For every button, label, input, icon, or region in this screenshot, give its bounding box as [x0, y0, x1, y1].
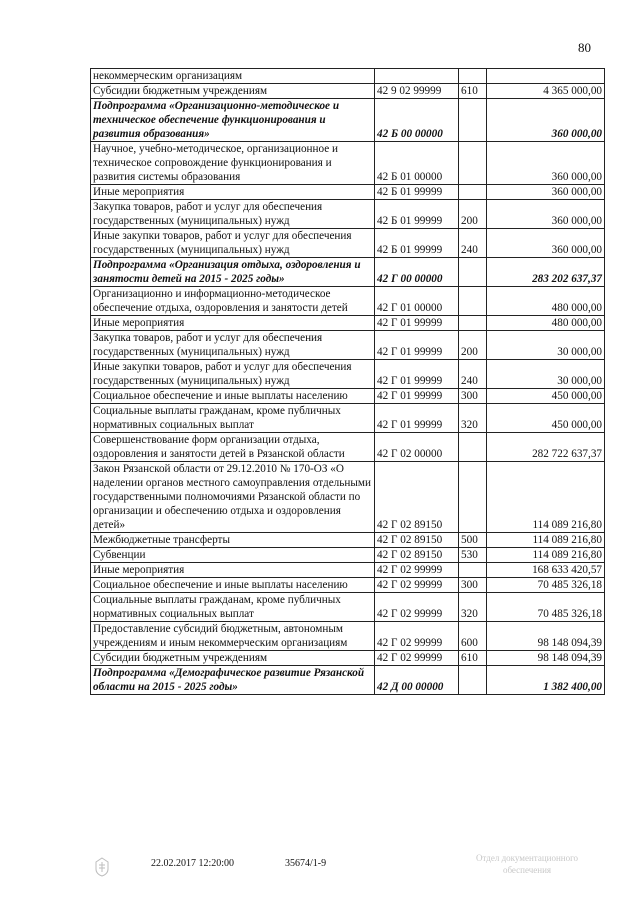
row-name-cell: Закон Рязанской области от 29.12.2010 № 170-ОЗ «О наделении органов местного самоуправления отдельными государственными полномочиями Рязанской области по организации и обеспечению отдыха и оздоровления детей»: [91, 462, 375, 533]
row-code-cell: 42 Г 01 99999: [375, 389, 459, 404]
row-amount-cell: 70 485 326,18: [487, 593, 605, 622]
table-row: [91, 622, 605, 651]
row-name-cell: Межбюджетные трансферты: [91, 533, 375, 548]
row-vr-cell: 500: [459, 533, 487, 548]
row-code-cell: 42 Б 01 99999: [375, 200, 459, 229]
budget-table: [90, 68, 605, 695]
page-number: 80: [578, 40, 591, 55]
row-amount-cell: [487, 69, 605, 84]
row-vr-cell: 200: [459, 331, 487, 360]
row-code-cell: 42 Г 02 99999: [375, 578, 459, 593]
footer-doc-number: 35674/1-9: [285, 858, 327, 869]
emblem-icon: [92, 856, 112, 883]
row-amount-cell: 30 000,00: [487, 360, 605, 389]
table-row: [91, 185, 605, 200]
row-name-cell: Иные мероприятия: [91, 185, 375, 200]
row-amount-cell: 4 365 000,00: [487, 84, 605, 99]
row-vr-cell: 320: [459, 593, 487, 622]
table-body: [91, 69, 605, 695]
row-amount-cell: 114 089 216,80: [487, 533, 605, 548]
row-amount-cell: 70 485 326,18: [487, 578, 605, 593]
table-row: [91, 563, 605, 578]
row-name-cell: Социальное обеспечение и иные выплаты населению: [91, 578, 375, 593]
row-vr-cell: [459, 287, 487, 316]
row-amount-cell: 480 000,00: [487, 287, 605, 316]
row-code-cell: 42 Г 02 89150: [375, 462, 459, 533]
row-vr-cell: [459, 666, 487, 695]
row-amount-cell: 98 148 094,39: [487, 622, 605, 651]
row-amount-cell: 360 000,00: [487, 142, 605, 185]
row-name-cell: Подпрограмма «Организационно-методическое и техническое обеспечение функционирования и развития образования»: [91, 99, 375, 142]
row-code-cell: 42 Г 01 99999: [375, 316, 459, 331]
row-name-cell: Социальное обеспечение и иные выплаты населению: [91, 389, 375, 404]
row-code-cell: 42 Г 02 99999: [375, 563, 459, 578]
row-vr-cell: 300: [459, 578, 487, 593]
row-name-cell: некоммерческим организациям: [91, 69, 375, 84]
row-code-cell: 42 Б 00 00000: [375, 99, 459, 142]
table-row: [91, 389, 605, 404]
table-row: [91, 142, 605, 185]
table-row: [91, 433, 605, 462]
table-row: [91, 200, 605, 229]
row-name-cell: Иные мероприятия: [91, 563, 375, 578]
table-row: [91, 462, 605, 533]
row-vr-cell: 240: [459, 360, 487, 389]
table-row: [91, 666, 605, 695]
table-row: [91, 360, 605, 389]
row-vr-cell: [459, 258, 487, 287]
row-amount-cell: 450 000,00: [487, 404, 605, 433]
table-row: [91, 99, 605, 142]
row-code-cell: 42 Б 01 99999: [375, 229, 459, 258]
row-vr-cell: [459, 433, 487, 462]
table-row: [91, 404, 605, 433]
row-amount-cell: 114 089 216,80: [487, 548, 605, 563]
row-name-cell: Иные закупки товаров, работ и услуг для обеспечения государственных (муниципальных) нужд: [91, 229, 375, 258]
row-vr-cell: 200: [459, 200, 487, 229]
row-amount-cell: 450 000,00: [487, 389, 605, 404]
row-name-cell: Научное, учебно-методическое, организационное и техническое сопровождение функционирования и развития системы образования: [91, 142, 375, 185]
row-code-cell: 42 Г 01 99999: [375, 404, 459, 433]
row-code-cell: 42 Г 02 99999: [375, 651, 459, 666]
table-row: [91, 593, 605, 622]
row-vr-cell: 530: [459, 548, 487, 563]
footer-stamp: Отдел документационного обеспечения: [475, 853, 579, 875]
table-row: [91, 229, 605, 258]
row-vr-cell: [459, 563, 487, 578]
table-row: [91, 316, 605, 331]
row-code-cell: 42 Г 02 89150: [375, 533, 459, 548]
row-code-cell: 42 Г 00 00000: [375, 258, 459, 287]
row-name-cell: Закупка товаров, работ и услуг для обеспечения государственных (муниципальных) нужд: [91, 200, 375, 229]
table-row: [91, 578, 605, 593]
row-amount-cell: 114 089 216,80: [487, 462, 605, 533]
row-amount-cell: 168 633 420,57: [487, 563, 605, 578]
row-vr-cell: [459, 316, 487, 331]
row-name-cell: Социальные выплаты гражданам, кроме публичных нормативных социальных выплат: [91, 593, 375, 622]
row-code-cell: 42 9 02 99999: [375, 84, 459, 99]
row-name-cell: Социальные выплаты гражданам, кроме публичных нормативных социальных выплат: [91, 404, 375, 433]
row-amount-cell: 360 000,00: [487, 229, 605, 258]
row-vr-cell: 610: [459, 84, 487, 99]
row-amount-cell: 1 382 400,00: [487, 666, 605, 695]
row-vr-cell: 240: [459, 229, 487, 258]
row-code-cell: 42 Г 02 00000: [375, 433, 459, 462]
row-vr-cell: 320: [459, 404, 487, 433]
row-code-cell: 42 Г 02 89150: [375, 548, 459, 563]
row-amount-cell: 360 000,00: [487, 185, 605, 200]
row-code-cell: 42 Д 00 00000: [375, 666, 459, 695]
row-code-cell: 42 Г 01 99999: [375, 331, 459, 360]
row-name-cell: Предоставление субсидий бюджетным, автономным учреждениям и иным некоммерческим организациям: [91, 622, 375, 651]
table-row: [91, 69, 605, 84]
row-name-cell: Субсидии бюджетным учреждениям: [91, 84, 375, 99]
row-vr-cell: [459, 185, 487, 200]
row-name-cell: Иные закупки товаров, работ и услуг для обеспечения государственных (муниципальных) нужд: [91, 360, 375, 389]
row-name-cell: Подпрограмма «Организация отдыха, оздоровления и занятости детей на 2015 - 2025 годы»: [91, 258, 375, 287]
row-code-cell: 42 Б 01 00000: [375, 142, 459, 185]
row-code-cell: 42 Г 01 99999: [375, 360, 459, 389]
row-vr-cell: [459, 69, 487, 84]
table-row: [91, 84, 605, 99]
row-name-cell: Закупка товаров, работ и услуг для обеспечения государственных (муниципальных) нужд: [91, 331, 375, 360]
row-code-cell: [375, 69, 459, 84]
row-amount-cell: 480 000,00: [487, 316, 605, 331]
row-code-cell: 42 Г 02 99999: [375, 593, 459, 622]
row-amount-cell: 360 000,00: [487, 200, 605, 229]
row-vr-cell: 600: [459, 622, 487, 651]
row-code-cell: 42 Г 01 00000: [375, 287, 459, 316]
table-row: [91, 533, 605, 548]
table-row: [91, 287, 605, 316]
table-row: [91, 548, 605, 563]
row-name-cell: Субвенции: [91, 548, 375, 563]
row-amount-cell: 282 722 637,37: [487, 433, 605, 462]
row-amount-cell: 98 148 094,39: [487, 651, 605, 666]
row-amount-cell: 360 000,00: [487, 99, 605, 142]
footer-date: 22.02.2017 12:20:00: [151, 858, 235, 869]
row-amount-cell: 283 202 637,37: [487, 258, 605, 287]
row-name-cell: Организационно и информационно-методическое обеспечение отдыха, оздоровления и занятости детей: [91, 287, 375, 316]
row-name-cell: Субсидии бюджетным учреждениям: [91, 651, 375, 666]
row-code-cell: 42 Б 01 99999: [375, 185, 459, 200]
row-name-cell: Подпрограмма «Демографическое развитие Рязанской области на 2015 - 2025 годы»: [91, 666, 375, 695]
row-vr-cell: [459, 99, 487, 142]
row-vr-cell: 610: [459, 651, 487, 666]
table-row: [91, 258, 605, 287]
row-name-cell: Совершенствование форм организации отдыха, оздоровления и занятости детей в Рязанской области: [91, 433, 375, 462]
row-amount-cell: 30 000,00: [487, 331, 605, 360]
table-row: [91, 331, 605, 360]
row-vr-cell: [459, 462, 487, 533]
row-vr-cell: 300: [459, 389, 487, 404]
row-code-cell: 42 Г 02 99999: [375, 622, 459, 651]
row-vr-cell: [459, 142, 487, 185]
row-name-cell: Иные мероприятия: [91, 316, 375, 331]
table-row: [91, 651, 605, 666]
